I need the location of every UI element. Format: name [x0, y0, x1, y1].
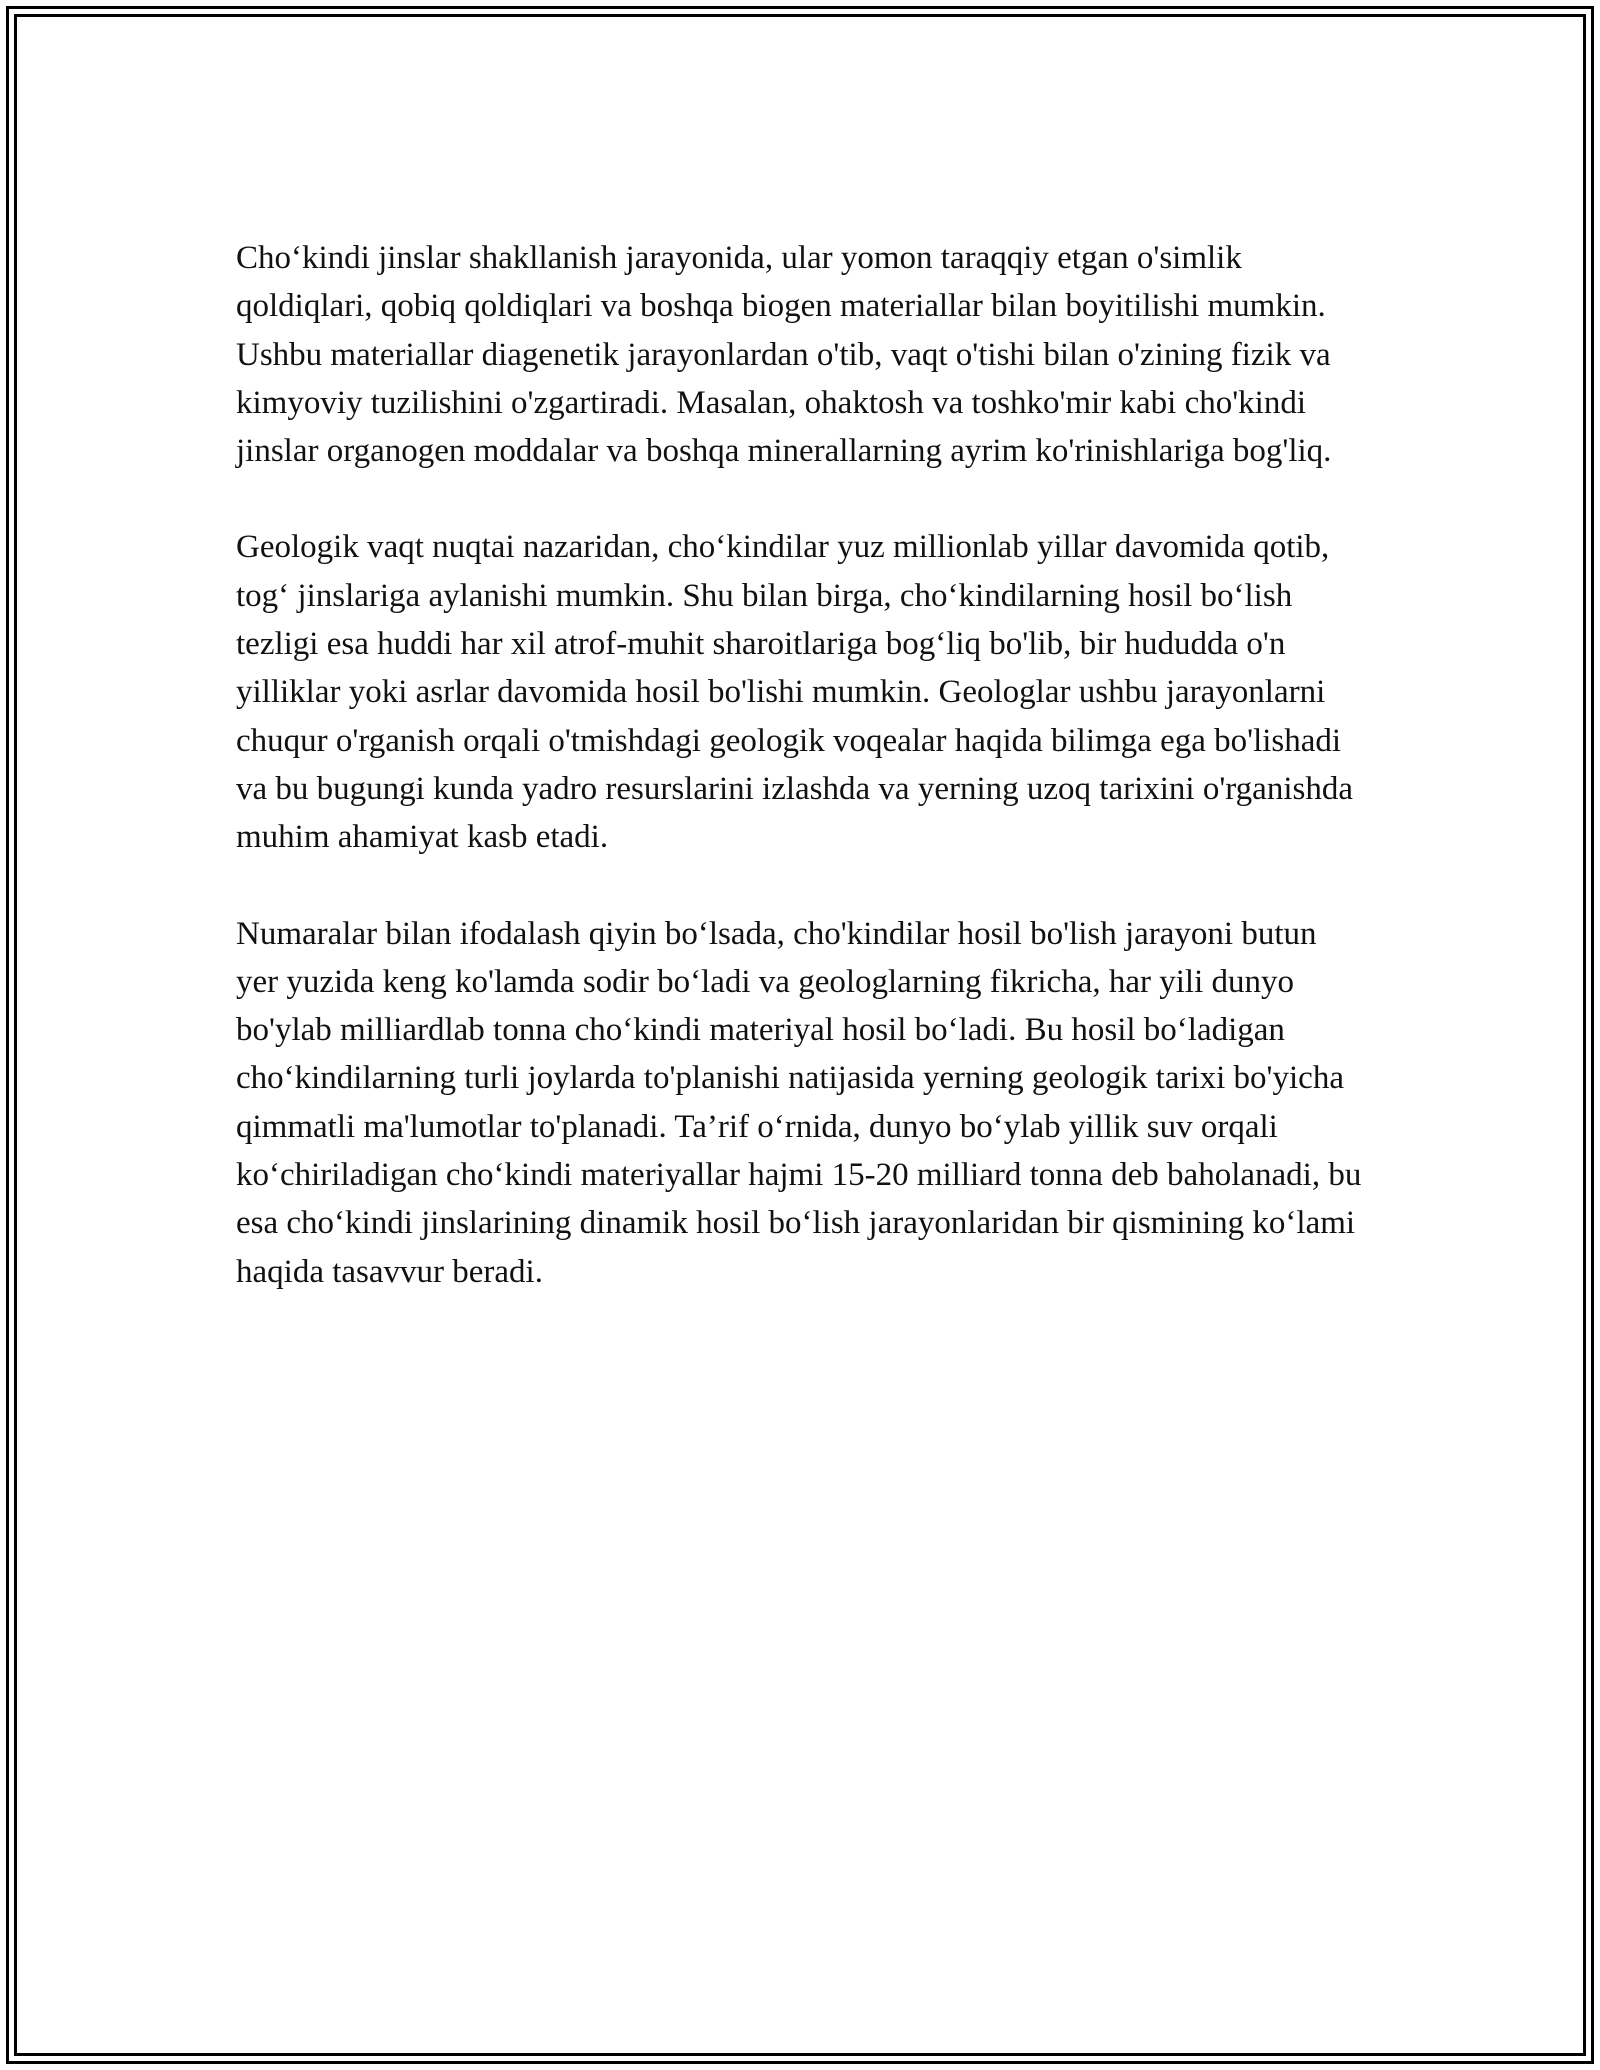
document-body [236, 234, 1366, 1344]
paragraph-2: Geologik vaqt nuqtai nazaridan, cho‘kindilar yuz millionlab yillar davomida qotib, tog‘ jinslariga aylanishi mumkin. Shu bilan birga, cho‘kindilarning hosil bo‘lish tezligi esa huddi har xil atrof-muhit sharoitlariga bog‘liq bo'lib, bir hududda o'n yilliklar yoki asrlar davomida hosil bo'lishi mumkin. Geologlar ushbu jarayonlarni chuqur o'rganish orqali o'tmishdagi geologik voqealar haqida bilimga ega bo'lishadi va bu bugungi kunda yadro resurslarini izlashda va yerning uzoq tarixini o'rganishda muhim ahamiyat kasb etadi. [236, 529, 1353, 856]
paragraph-1: Cho‘kindi jinslar shakllanish jarayonida, ular yomon taraqqiy etgan o'simlik qoldiqlari, qobiq qoldiqlari va boshqa biogen materiallar bilan boyitilishi mumkin. Ushbu materiallar diagenetik jarayonlardan o'tib, vaqt o'tishi bilan o'zining fizik va kimyoviy tuzilishini o'zgartiradi. Masalan, ohaktosh va toshko'mir kabi cho'kindi jinslar organogen moddalar va boshqa minerallarning ayrim ko'rinishlariga bog'liq. [236, 240, 1332, 470]
paragraph-3: Numaralar bilan ifodalash qiyin bo‘lsada, cho'kindilar hosil bo'lish jarayoni butun yer yuzida keng ko'lamda sodir bo‘ladi va geologlarning fikricha, har yili dunyo bo'ylab milliardlab tonna cho‘kindi materiyal hosil bo‘ladi. Bu hosil bo‘ladigan cho‘kindilarning turli joylarda to'planishi natijasida yerning geologik tarixi bo'yicha qimmatli ma'lumotlar to'planadi. Ta’rif o‘rnida, dunyo bo‘ylab yillik suv orqali ko‘chiriladigan cho‘kindi materiyallar hajmi 15-20 milliard tonna deb baholanadi, bu esa cho‘kindi jinslarining dinamik hosil bo‘lish jarayonlaridan bir qismining ko‘lami haqida tasavvur beradi. [236, 915, 1362, 1290]
